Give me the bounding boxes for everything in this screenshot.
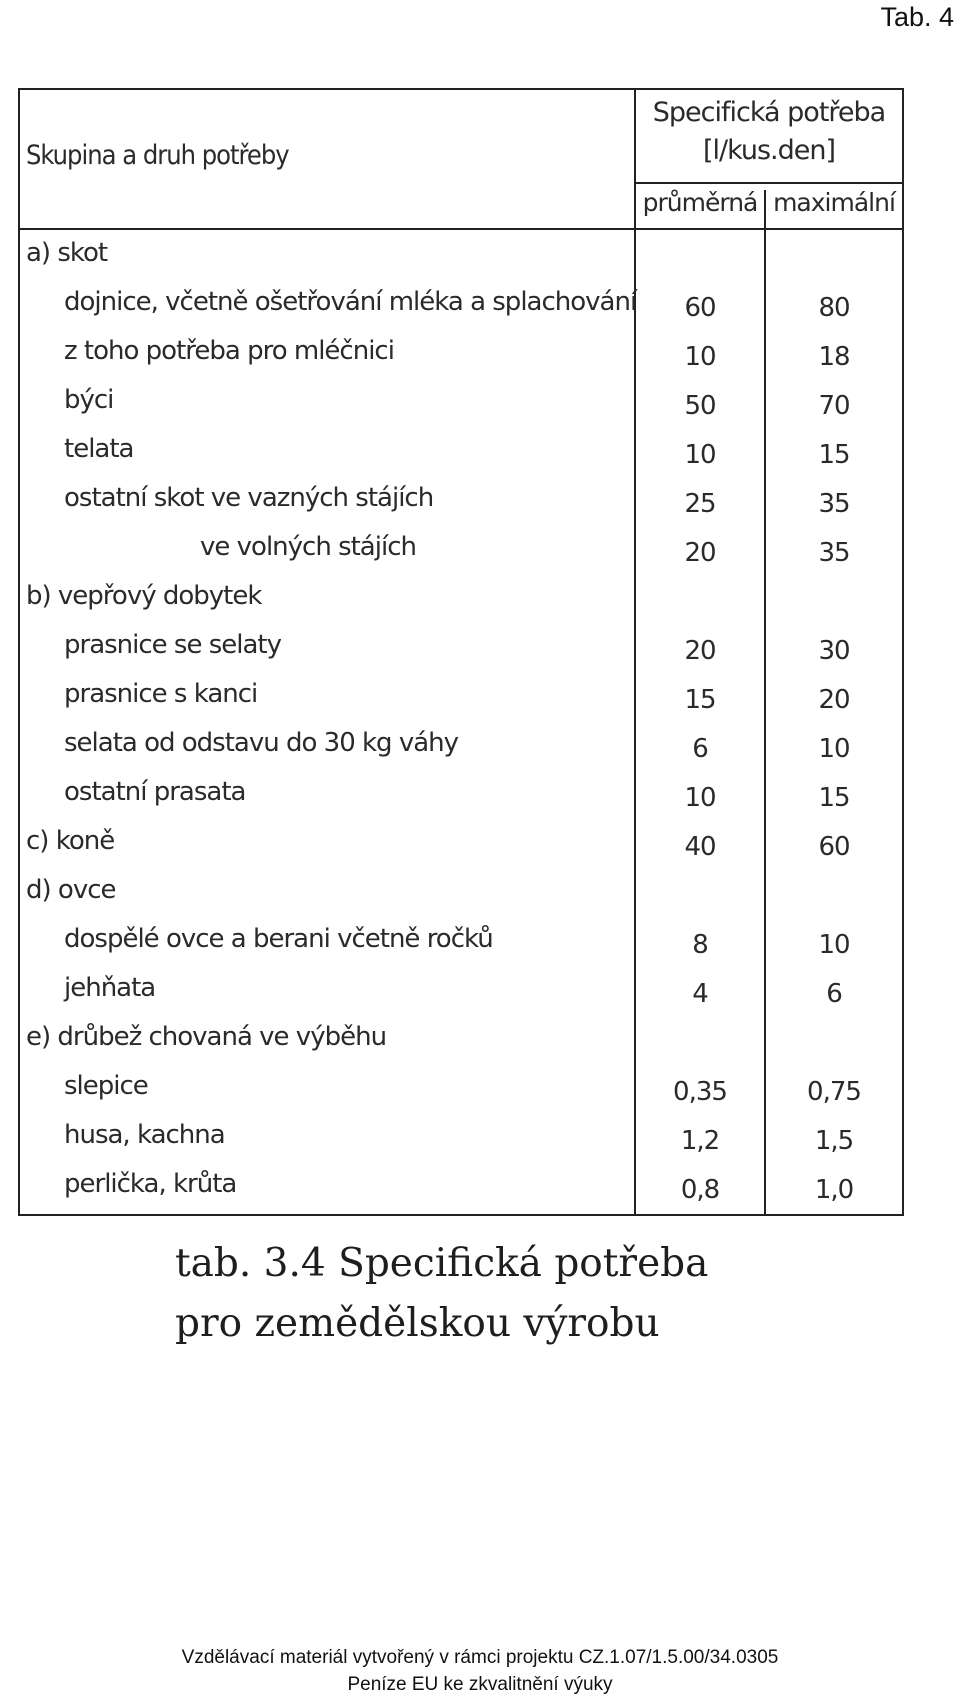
page-tab-label: Tab. 4 [880,2,954,32]
table-row [20,530,902,579]
row-average-value: 0,35 [673,1077,727,1107]
row-label: e) drůbež chovaná ve výběhu [26,1022,387,1052]
specific-demand-title: Specifická potřeba [652,97,886,128]
row-label: selata od odstavu do 30 kg váhy [64,728,459,758]
table-row [20,383,902,432]
table-row [20,971,902,1020]
row-label: ostatní prasata [64,777,246,807]
table-row [20,677,902,726]
table-row [20,432,902,481]
row-maximum-value: 35 [818,489,850,519]
row-maximum-value: 30 [818,636,850,666]
row-average-value: 20 [684,636,716,666]
row-label: jehňata [64,973,156,1003]
table-caption [175,1234,708,1354]
row-label: dojnice, včetně ošetřování mléka a splachování [64,287,637,317]
row-maximum-value: 70 [818,391,850,421]
row-maximum-value: 1,5 [814,1126,854,1156]
row-average-value: 60 [684,293,716,323]
row-label: d) ovce [26,875,116,905]
footer-line-2: Peníze EU ke zkvalitnění výuky [347,1674,613,1695]
row-label: z toho potřeba pro mléčnici [64,336,394,366]
row-label: prasnice se selaty [64,630,282,660]
row-label: b) vepřový dobytek [26,581,262,611]
row-maximum-value: 80 [818,293,850,323]
table-row [20,628,902,677]
table-row [20,1069,902,1118]
row-maximum-value: 15 [818,783,850,813]
row-average-value: 10 [684,342,716,372]
row-maximum-value: 0,75 [807,1077,861,1107]
row-maximum-value: 10 [818,930,850,960]
row-average-value: 1,2 [680,1126,720,1156]
table-row [20,1118,902,1167]
row-average-value: 20 [684,538,716,568]
row-label: dospělé ovce a berani včetně ročků [64,924,493,954]
row-label: c) koně [26,826,115,856]
group-column-header: Skupina a druh potřeby [26,140,289,171]
row-label: býci [64,385,114,415]
row-average-value: 40 [684,832,716,862]
row-maximum-value: 6 [826,979,842,1009]
table-row [20,726,902,775]
row-average-value: 15 [684,685,716,715]
row-average-value: 50 [684,391,716,421]
row-label: slepice [64,1071,148,1101]
table-row [20,579,902,628]
footer-line-1: Vzdělávací materiál vytvořený v rámci projektu CZ.1.07/1.5.00/34.0305 [181,1647,779,1668]
table-row [20,481,902,530]
row-label: prasnice s kanci [64,679,258,709]
caption-line-2: pro zemědělskou výrobu [175,1301,660,1346]
table-row [20,285,902,334]
table-row [20,873,902,922]
row-average-value: 4 [692,979,708,1009]
header-bottom-rule [20,228,902,230]
row-average-value: 25 [684,489,716,519]
row-label: husa, kachna [64,1120,225,1150]
row-average-value: 0,8 [680,1175,720,1205]
row-label: ostatní skot ve vazných stájích [64,483,434,513]
row-maximum-value: 20 [818,685,850,715]
table-row [20,1020,902,1069]
specific-demand-header [636,94,902,170]
table-row [20,236,902,285]
row-average-value: 10 [684,783,716,813]
maximum-column-header: maximální [773,188,895,217]
table-body [20,236,902,1216]
header-subdivider [634,182,902,184]
table-row [20,922,902,971]
row-label: perlička, krůta [64,1169,237,1199]
row-maximum-value: 15 [818,440,850,470]
table-row [20,824,902,873]
specific-demand-unit: [l/kus.den] [702,135,836,166]
project-footer [0,1644,960,1698]
row-label: ve volných stájích [200,532,416,562]
table-row [20,775,902,824]
row-label: a) skot [26,238,108,268]
row-average-value: 6 [692,734,708,764]
row-maximum-value: 18 [818,342,850,372]
row-average-value: 10 [684,440,716,470]
row-maximum-value: 1,0 [814,1175,854,1205]
caption-line-1: tab. 3.4 Specifická potřeba [175,1241,709,1286]
water-demand-table [18,88,904,1216]
table-row [20,1167,902,1216]
row-label: telata [64,434,134,464]
row-maximum-value: 60 [818,832,850,862]
row-maximum-value: 10 [818,734,850,764]
row-maximum-value: 35 [818,538,850,568]
row-average-value: 8 [692,930,708,960]
table-row [20,334,902,383]
average-column-header: průměrná [642,188,758,217]
